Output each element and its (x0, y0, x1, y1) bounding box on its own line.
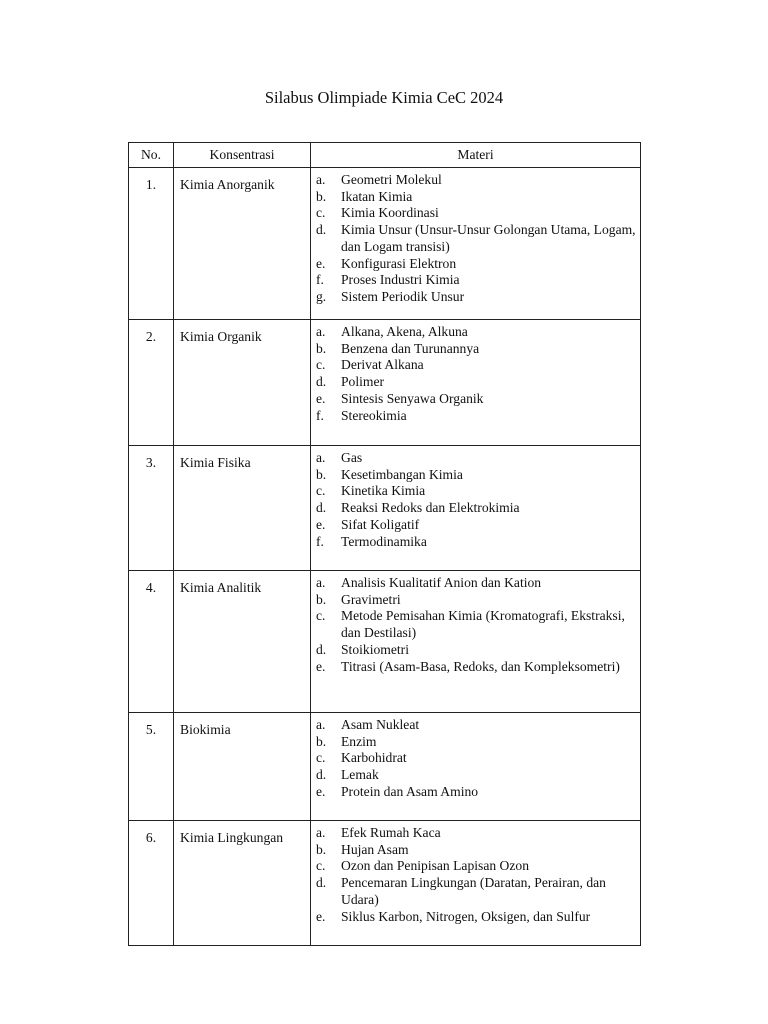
materi-list (316, 825, 636, 925)
item-letter: f. (316, 533, 324, 549)
item-letter: e. (316, 390, 326, 406)
item-letter: c. (316, 205, 326, 221)
item-letter: a. (316, 717, 326, 732)
item-text: Ikatan Kimia (341, 188, 413, 204)
konsentrasi-cell: Kimia Analitik (174, 571, 311, 713)
list-item (316, 483, 636, 500)
table-row (129, 168, 641, 320)
list-item (316, 391, 636, 408)
item-letter: b. (316, 591, 327, 607)
row-number: 6. (129, 821, 174, 946)
item-text: Enzim (341, 733, 377, 749)
item-text: Geometri Molekul (341, 172, 442, 187)
item-letter: e. (316, 783, 326, 799)
row-number: 2. (129, 320, 174, 446)
list-item (316, 374, 636, 391)
list-item (316, 467, 636, 484)
item-text: Alkana, Akena, Alkuna (341, 324, 468, 339)
item-text: Stereokimia (341, 407, 407, 423)
list-item (316, 324, 636, 341)
item-letter: c. (316, 750, 326, 766)
item-letter: b. (316, 733, 327, 749)
item-letter: b. (316, 340, 327, 356)
item-text: Kimia Koordinasi (341, 205, 439, 221)
item-letter: d. (316, 875, 327, 891)
row-number: 5. (129, 713, 174, 821)
item-text: Lemak (341, 767, 379, 783)
list-item (316, 842, 636, 859)
materi-list (316, 172, 636, 306)
materi-cell (311, 713, 641, 821)
list-item (316, 784, 636, 801)
list-item (316, 289, 636, 306)
table-row (129, 713, 641, 821)
item-text: Titrasi (Asam-Basa, Redoks, dan Kompleksometri) (341, 658, 620, 674)
item-text: Sifat Koligatif (341, 516, 420, 532)
item-letter: b. (316, 466, 327, 482)
list-item (316, 341, 636, 358)
row-number: 1. (129, 168, 174, 320)
item-text: Konfigurasi Elektron (341, 255, 457, 271)
item-text: Karbohidrat (341, 750, 407, 766)
materi-cell (311, 446, 641, 571)
item-letter: c. (316, 357, 326, 373)
list-item (316, 750, 636, 767)
item-letter: d. (316, 222, 327, 238)
item-text: Stoikiometri (341, 641, 409, 657)
item-letter: d. (316, 500, 327, 516)
list-item (316, 875, 636, 908)
item-letter: d. (316, 767, 327, 783)
materi-cell (311, 821, 641, 946)
list-item (316, 500, 636, 517)
item-text: Benzena dan Turunannya (341, 340, 480, 356)
item-letter: a. (316, 172, 326, 187)
list-item (316, 357, 636, 374)
item-text: Ozon dan Penipisan Lapisan Ozon (341, 858, 530, 874)
list-item (316, 450, 636, 467)
item-text: Protein dan Asam Amino (341, 783, 479, 799)
item-text: Kesetimbangan Kimia (341, 466, 463, 482)
list-item (316, 517, 636, 534)
header-konsentrasi: Konsentrasi (174, 143, 311, 168)
item-text: Sintesis Senyawa Organik (341, 390, 484, 406)
item-letter: e. (316, 516, 326, 532)
row-number: 3. (129, 446, 174, 571)
item-text: Sistem Periodik Unsur (341, 288, 465, 304)
list-item (316, 272, 636, 289)
list-item (316, 767, 636, 784)
header-no: No. (129, 143, 174, 168)
item-text: Kimia Unsur (Unsur-Unsur Golongan Utama, Logam, dan Logam transisi) (341, 222, 636, 254)
item-letter: e. (316, 658, 326, 674)
item-text: Metode Pemisahan Kimia (Kromatografi, Ekstraksi, dan Destilasi) (341, 608, 625, 641)
table-row (129, 571, 641, 713)
item-text: Reaksi Redoks dan Elektrokimia (341, 500, 520, 516)
item-text: Pencemaran Lingkungan (Daratan, Perairan, dan Udara) (341, 875, 606, 907)
item-text: Asam Nukleat (341, 717, 420, 732)
item-text: Termodinamika (341, 533, 427, 549)
konsentrasi-cell: Biokimia (174, 713, 311, 821)
item-letter: e. (316, 908, 326, 924)
item-text: Gravimetri (341, 591, 401, 607)
materi-list (316, 324, 636, 424)
item-letter: c. (316, 608, 326, 624)
item-letter: c. (316, 483, 326, 499)
list-item (316, 222, 636, 255)
table-header-row (129, 143, 641, 168)
konsentrasi-cell: Kimia Fisika (174, 446, 311, 571)
konsentrasi-cell: Kimia Anorganik (174, 168, 311, 320)
table-row (129, 446, 641, 571)
materi-cell (311, 320, 641, 446)
syllabus-table (128, 142, 641, 946)
list-item (316, 592, 636, 609)
item-letter: a. (316, 450, 326, 465)
item-text: Analisis Kualitatif Anion dan Kation (341, 575, 542, 590)
list-item (316, 205, 636, 222)
table-row (129, 320, 641, 446)
header-materi: Materi (311, 143, 641, 168)
list-item (316, 534, 636, 551)
item-text: Gas (341, 450, 363, 465)
page-title: Silabus Olimpiade Kimia CeC 2024 (264, 88, 504, 107)
list-item (316, 909, 636, 926)
item-letter: f. (316, 272, 324, 288)
item-letter: a. (316, 324, 326, 339)
list-item (316, 256, 636, 273)
list-item (316, 717, 636, 734)
item-letter: d. (316, 641, 327, 657)
list-item (316, 659, 636, 676)
item-text: Hujan Asam (341, 841, 409, 857)
item-letter: b. (316, 188, 327, 204)
item-text: Proses Industri Kimia (341, 272, 460, 288)
list-item (316, 642, 636, 659)
row-number: 4. (129, 571, 174, 713)
item-letter: d. (316, 374, 327, 390)
list-item (316, 734, 636, 751)
konsentrasi-cell: Kimia Lingkungan (174, 821, 311, 946)
table-row (129, 821, 641, 946)
item-letter: a. (316, 825, 326, 840)
item-text: Kinetika Kimia (341, 483, 426, 499)
list-item (316, 858, 636, 875)
list-item (316, 408, 636, 425)
item-text: Derivat Alkana (341, 357, 424, 373)
materi-list (316, 717, 636, 801)
item-letter: e. (316, 255, 326, 271)
item-text: Siklus Karbon, Nitrogen, Oksigen, dan Sulfur (341, 908, 591, 924)
list-item (316, 608, 636, 641)
materi-list (316, 575, 636, 675)
materi-list (316, 450, 636, 550)
item-text: Polimer (341, 374, 385, 390)
konsentrasi-cell: Kimia Organik (174, 320, 311, 446)
item-text: Efek Rumah Kaca (341, 825, 441, 840)
list-item (316, 189, 636, 206)
list-item (316, 172, 636, 189)
item-letter: a. (316, 575, 326, 590)
item-letter: f. (316, 407, 324, 423)
materi-cell (311, 168, 641, 320)
materi-cell (311, 571, 641, 713)
list-item (316, 825, 636, 842)
item-letter: g. (316, 288, 327, 304)
item-letter: b. (316, 841, 327, 857)
list-item (316, 575, 636, 592)
item-letter: c. (316, 858, 326, 874)
table-body (129, 168, 641, 946)
